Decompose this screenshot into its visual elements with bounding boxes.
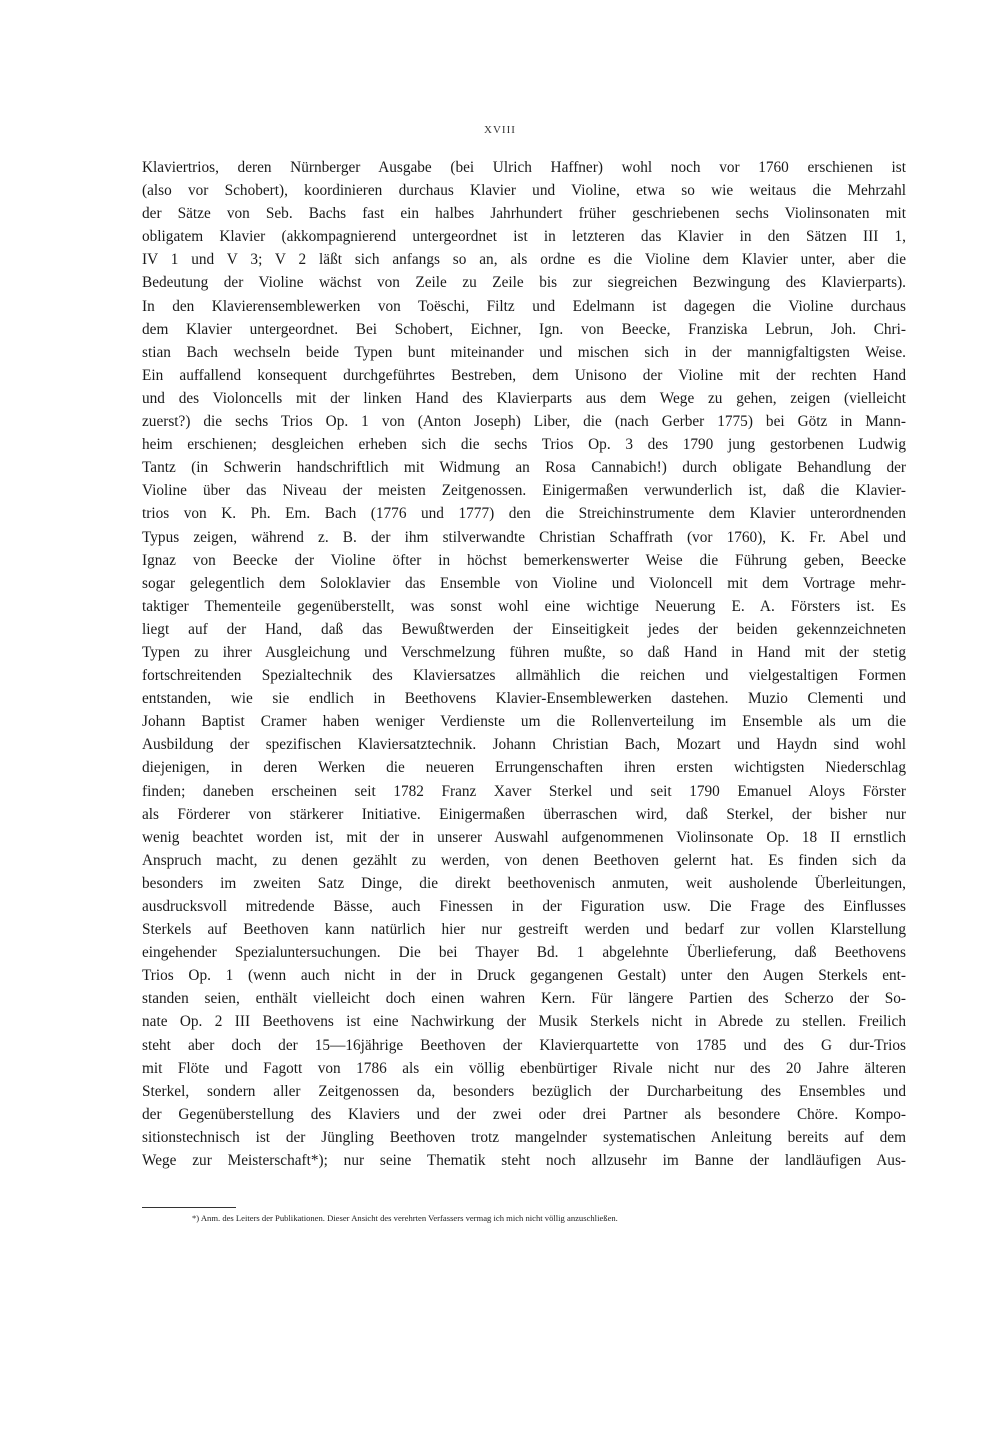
text-line: liegt auf der Hand, daß das Bewußtwerden der Einseitigkeit jedes der beiden gekennzeichneten (142, 620, 906, 638)
text-line: Trios Op. 1 (wenn auch nicht in der in Druck gegangenen Gestalt) unter den Augen Sterkels ent- (142, 967, 906, 985)
text-line: stian Bach wechseln beide Typen bunt miteinander und mischen sich in der mannigfaltigsten Weise. (142, 343, 906, 361)
text-line: der Sätze von Seb. Bachs fast ein halbes Jahrhundert früher geschriebenen sechs Violinsonaten mit (142, 205, 906, 223)
text-line: Violine über das Niveau der meisten Zeitgenossen. Einigermaßen verwunderlich ist, daß die Klavier- (142, 482, 906, 500)
text-line: wenig beachtet worden ist, mit der in unserer Auswahl aufgenommenen Violinsonate Op. 18 II ernstlich (142, 828, 906, 846)
footnote-rule (142, 1207, 236, 1208)
text-line: (also vor Schobert), koordinieren durchaus Klavier und Violine, etwa so wie weitaus die Mehrzahl (142, 182, 906, 200)
text-line: steht aber doch der 15—16jährige Beethoven der Klavierquartette von 1785 und des G dur-Trios (142, 1036, 906, 1054)
text-line: sogar gelegentlich dem Soloklavier das Ensemble von Violine und Violoncell mit dem Vortrage mehr- (142, 574, 906, 592)
text-line: Tantz (in Schwerin handschriftlich mit Widmung an Rosa Cannabich!) durch obligate Behandlung der (142, 459, 906, 477)
text-line: ausdrucksvoll mitredende Bässe, auch Finessen in der Figuration usw. Die Frage des Einflusses (142, 898, 906, 915)
text-line: nate Op. 2 III Beethovens ist eine Nachwirkung der Musik Sterkels nicht in Abrede zu stellen. Freilich (142, 1013, 906, 1031)
text-line: Johann Baptist Cramer haben weniger Verdienste um die Rollenverteilung im Ensemble als um die (142, 713, 906, 731)
text-line: obligatem Klavier (akkompagnierend untergeordnet ist in letzteren das Klavier in den Sätzen III 1, (142, 228, 906, 246)
text-line: trios von K. Ph. Em. Bach (1776 und 1777) den die Streichinstrumente dem Klavier unterordnenden (142, 505, 906, 523)
text-line: IV 1 und V 3; V 2 läßt sich anfangs so an, als ordne es die Violine dem Klavier unter, aber die (142, 251, 906, 269)
text-line: taktiger Thementeile gegenüberstellt, was sonst wohl eine wichtige Neuerung E. A. Försters ist. Es (142, 597, 906, 615)
text-line: als Förderer von stärkerer Initiative. Einigermaßen überraschen wird, daß Sterkel, der bisher nur (142, 805, 906, 823)
text-line: Ignaz von Beecke der Violine öfter in höchst bemerkenswerter Weise die Führung geben, Beecke (142, 551, 906, 569)
text-line: In den Klavierensemblewerken von Toëschi, Filtz und Edelmann ist dagegen die Violine durchaus (142, 297, 906, 315)
text-line: mit Flöte und Fagott von 1786 als ein völlig ebenbürtiger Rivale nicht nur des 20 Jahre älteren (142, 1059, 906, 1077)
text-line: Ausbildung der spezifischen Klaviersatztechnik. Johann Christian Bach, Mozart und Haydn sind wohl (142, 736, 906, 754)
text-line: fortschreitenden Spezialtechnik des Klaviersatzes allmählich die reichen und vielgestaltigen Formen (142, 667, 906, 685)
page-number: XVIII (484, 124, 516, 136)
footnote: *) Anm. des Leiters der Publikationen. Dieser Ansicht des verehrten Verfassers vermag ich mich nicht völlig anzuschließen. (192, 1213, 618, 1223)
text-line: zuerst?) die sechs Trios Op. 1 von (Anton Joseph) Liber, die (nach Gerber 1775) bei Götz in Mann- (142, 413, 906, 431)
text-line: Sterkel, sondern aller Zeitgenossen da, besonders bezüglich der Durcharbeitung des Ensembles und (142, 1082, 906, 1100)
text-line: Klaviertrios, deren Nürnberger Ausgabe (bei Ulrich Haffner) wohl noch vor 1760 erschienen ist (142, 159, 906, 176)
text-line: Anspruch macht, zu denen gezählt zu werden, von denen Beethoven gelernt hat. Es finden sich da (142, 851, 906, 869)
text-line: standen seien, enthält vielleicht doch einen wahren Kern. Für längere Partien des Scherzo der So- (142, 990, 906, 1008)
text-line: diejenigen, in deren Werken die neueren Errungenschaften ihren ersten wichtigsten Niederschlag (142, 759, 906, 777)
text-line: Sterkels auf Beethoven kann natürlich hier nur gestreift werden und bedarf zur vollen Klarstellung (142, 921, 906, 939)
text-line: heim erschienen; desgleichen erheben sich die sechs Trios Op. 3 des 1790 jung gestorbenen Ludwig (142, 436, 906, 454)
text-line: besonders im zweiten Satz Dinge, die direkt beethovenisch anmuten, weit ausholende Überleitungen, (142, 874, 906, 892)
text-line: Wege zur Meisterschaft*); nur seine Thematik steht noch allzusehr im Banne der landläufigen Aus- (142, 1152, 906, 1170)
text-line: finden; daneben erscheinen seit 1782 Franz Xaver Sterkel und seit 1790 Emanuel Aloys Förster (142, 782, 906, 800)
text-line: der Gegenüberstellung des Klaviers und der zwei oder drei Partner als besondere Chöre. Kompo- (142, 1105, 906, 1123)
text-line: Bedeutung der Violine wächst von Zeile zu Zeile bis zur siegreichen Bezwingung des Klavierparts). (142, 274, 906, 292)
text-line: entstanden, wie sie endlich in Beethovens Klavier-Ensemblewerken dastehen. Muzio Clementi und (142, 690, 906, 708)
text-line: sitionstechnisch ist der Jüngling Beethoven trotz mangelnder systematischen Anleitung bereits auf dem (142, 1128, 906, 1146)
text-line: Ein auffallend konsequent durchgeführtes Bestreben, dem Unisono der Violine mit der rechten Hand (142, 366, 906, 384)
text-line: Typus zeigen, während z. B. der ihm stilverwandte Christian Schaffrath (vor 1760), K. Fr. Abel und (142, 528, 906, 546)
text-line: dem Klavier untergeordnet. Bei Schobert, Eichner, Ign. von Beecke, Franziska Lebrun, Joh. Chri- (142, 320, 906, 338)
text-line: und des Violoncells mit der linken Hand des Klavierparts aus dem Wege zu gehen, zeigen (vielleicht (142, 389, 906, 407)
text-line: eingehender Spezialuntersuchungen. Die bei Thayer Bd. 1 abgelehnte Überlieferung, daß Beethovens (142, 944, 906, 962)
text-line: Typen zu ihrer Ausgleichung und Verschmelzung führen mußte, so daß Hand in Hand mit der stetig (142, 643, 906, 661)
body-text (142, 156, 906, 1172)
